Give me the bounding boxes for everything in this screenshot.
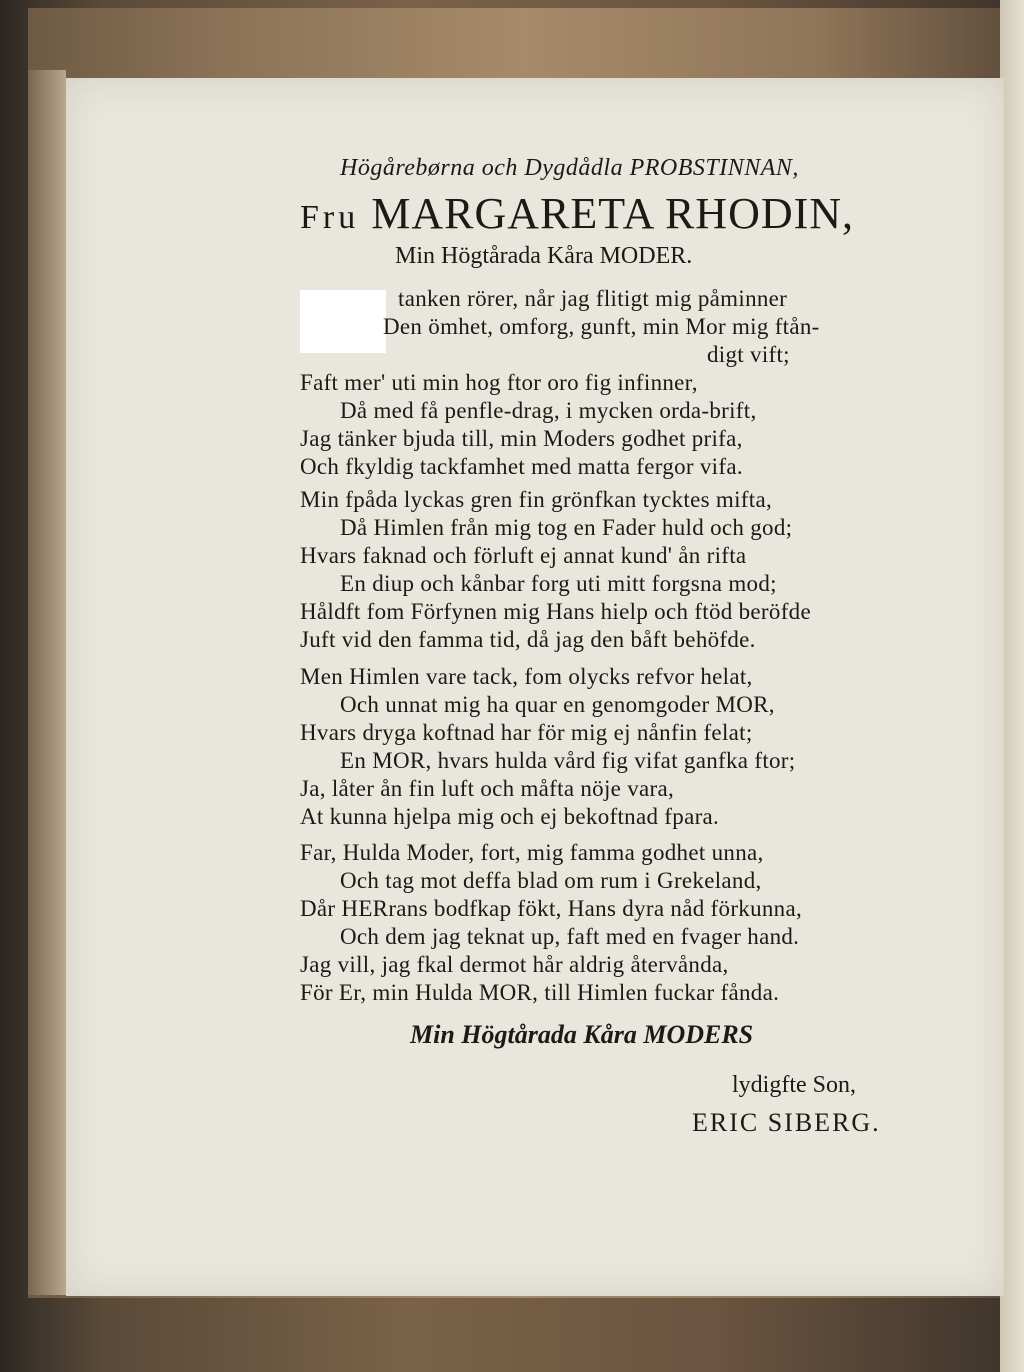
verse-line: Den ömhet, omforg, gunft, min Mor mig ftån- [383,314,820,339]
signoff-line: lydigfte Son, [732,1072,856,1098]
verse-line: En MOR, hvars hulda vård fig vifat ganfka ftor; [340,748,796,773]
dedication-line: Högårebørna och Dygdådla PROBSTINNAN, [340,155,799,181]
address-line: Min Högtårada Kåra MODER. [395,243,693,269]
verse-line: At kunna hjelpa mig och ej bekoftnad fpara. [300,804,720,829]
verse-line: Då med få penfle-drag, i mycken orda-brift, [340,398,757,423]
verse-line: Men Himlen vare tack, fom olycks refvor helat, [300,664,753,689]
verse-line: En diup och kånbar forg uti mitt forgsna mod; [340,571,777,596]
page-title [300,188,854,239]
verse-line: Ja, låter ån fin luft och måfta nöje vara, [300,776,675,801]
verse-line: Och tag mot deffa blad om rum i Grekeland, [340,868,762,893]
verse-line: Juft vid den famma tid, då jag den båft behöfde. [300,627,756,652]
redacted-initial [300,290,386,353]
title-prefix: Fru [300,199,360,236]
verse-line: digt vift; [707,342,790,367]
verse-line: Dår HERrans bodfkap fökt, Hans dyra nåd förkunna, [300,896,803,921]
verse-line: Jag tänker bjuda till, min Moders godhet prifa, [300,426,743,451]
verse-line: Och fkyldig tackfamhet med matta fergor vifa. [300,454,743,479]
verse-line: Och unnat mig ha quar en genomgoder MOR, [340,692,775,717]
verse-line: Och dem jag teknat up, faft med en fvager hand. [340,924,800,949]
verse-line: För Er, min Hulda MOR, till Himlen fuckar fånda. [300,980,780,1005]
verse-line: Håldft fom Förfynen mig Hans hielp och ftöd beröfde [300,599,811,624]
title-name: MARGARETA RHODIN, [371,189,855,238]
verse-line: tanken rörer, når jag flitigt mig påminner [398,286,788,311]
verse-line: Min fpåda lyckas gren fin grönfkan tycktes mifta, [300,487,773,512]
verse-line: Far, Hulda Moder, fort, mig famma godhet unna, [300,840,764,865]
verse-line: Hvars faknad och förluft ej annat kund' ån rifta [300,543,747,568]
closing-salutation: Min Högtårada Kåra MODERS [410,1020,754,1049]
signature: ERIC SIBERG. [692,1108,881,1137]
verse-line: Då Himlen från mig tog en Fader huld och god; [340,515,793,540]
verse-line: Faft mer' uti min hog ftor oro fig infinner, [300,370,698,395]
verse-line: Jag vill, jag fkal dermot hår aldrig återvånda, [300,952,729,977]
page-edge-left [28,70,66,1295]
verse-line: Hvars dryga koftnad har för mig ej nånfin felat; [300,720,753,745]
